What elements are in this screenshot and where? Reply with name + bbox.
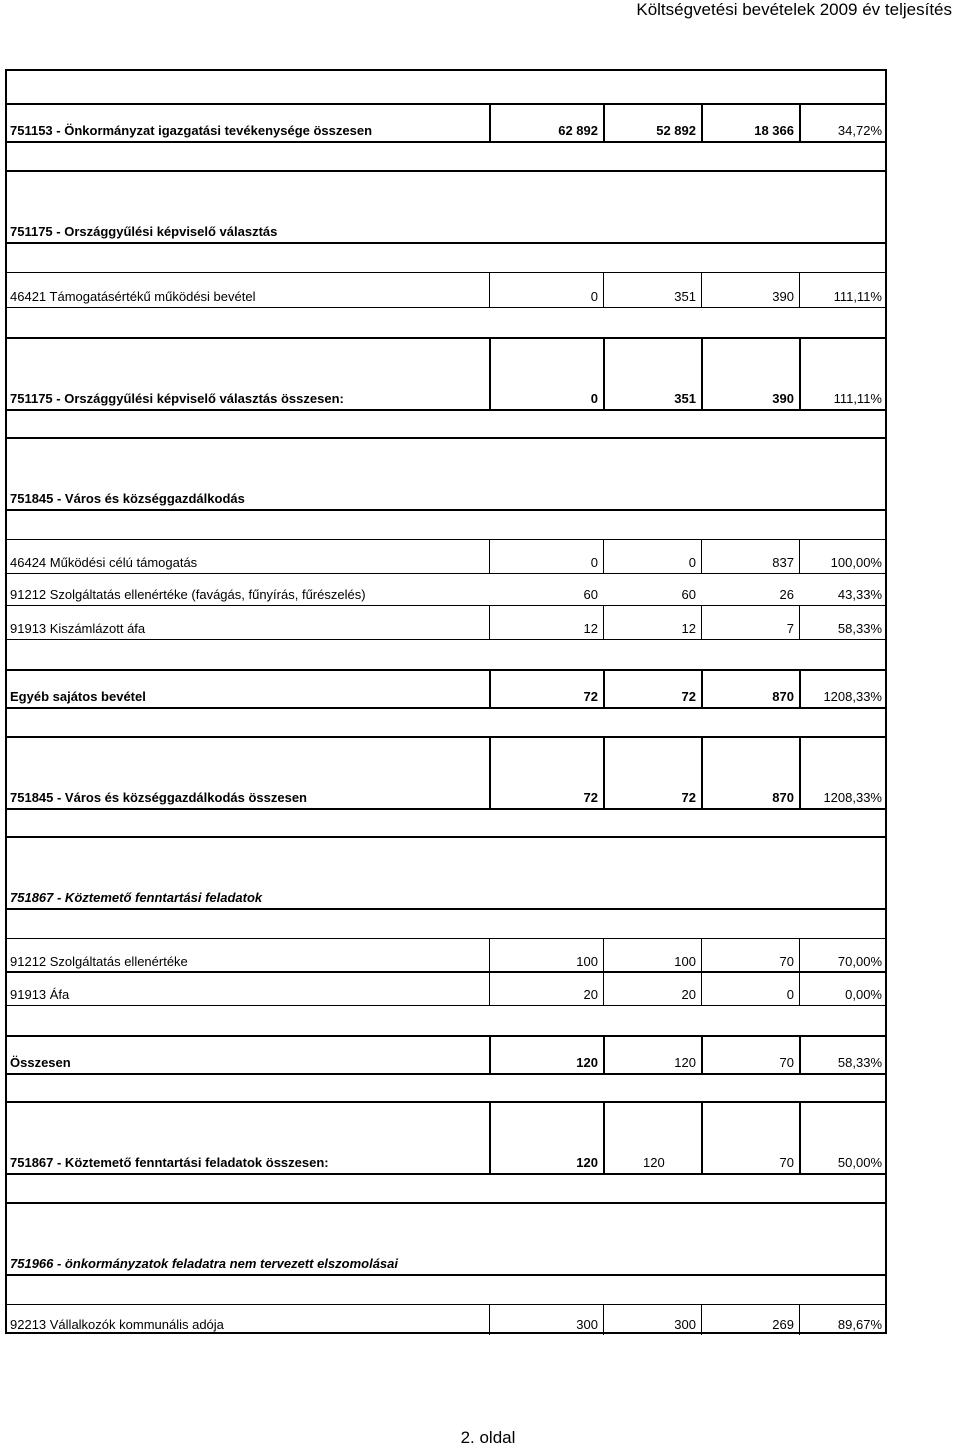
row-value-1: 20 xyxy=(489,972,603,1005)
row-label: 91913 Áfa xyxy=(10,987,70,1002)
row-value-2: 52 892 xyxy=(603,105,701,141)
row-label: 91913 Kiszámlázott áfa xyxy=(10,621,146,636)
table-row xyxy=(7,669,885,709)
row-label: 751845 - Város és községgazdálkodás xyxy=(10,491,245,506)
row-value-2: 120 xyxy=(603,1037,701,1073)
row-label: 751175 - Országgyűlési képviselő választás xyxy=(10,224,278,239)
table-row-section xyxy=(7,437,885,511)
row-value-1: 0 xyxy=(489,339,603,409)
row-value-3: 390 xyxy=(701,273,799,307)
row-value-2: 100 xyxy=(603,939,701,972)
row-value-1: 100 xyxy=(489,939,603,972)
row-value-3: 70 xyxy=(701,1037,799,1073)
row-value-2: 72 xyxy=(603,671,701,707)
table-row xyxy=(7,1035,885,1075)
row-percent: 100,00% xyxy=(799,540,885,573)
table-row xyxy=(7,103,885,143)
table-row xyxy=(7,272,885,308)
row-value-2: 20 xyxy=(603,972,701,1005)
row-value-3: 390 xyxy=(701,339,799,409)
row-value-1: 120 xyxy=(489,1103,603,1173)
row-value-3: 837 xyxy=(701,540,799,573)
table-row xyxy=(7,605,885,640)
row-percent: 89,67% xyxy=(799,1305,885,1335)
table-row xyxy=(7,736,885,810)
row-label: 46424 Működési célú támogatás xyxy=(10,555,198,570)
row-label: 91212 Szolgáltatás ellenértéke (favágás, fűnyírás, fűrészelés) xyxy=(10,587,366,602)
row-value-1: 0 xyxy=(489,540,603,573)
row-label: 751867 - Köztemető fenntartási feladatok xyxy=(10,890,263,905)
row-percent: 111,11% xyxy=(799,273,885,307)
row-value-3: 0 xyxy=(701,972,799,1005)
row-value-3: 7 xyxy=(701,606,799,639)
row-value-3: 870 xyxy=(701,738,799,808)
row-percent: 43,33% xyxy=(837,587,882,602)
row-percent: 58,33% xyxy=(799,606,885,639)
row-value-1: 60 xyxy=(583,587,598,602)
row-label: 751153 - Önkormányzat igazgatási tevékenysége összesen xyxy=(10,123,373,138)
table-row xyxy=(7,572,885,605)
row-value-1: 72 xyxy=(489,738,603,808)
row-percent: 34,72% xyxy=(799,105,885,141)
row-percent: 111,11% xyxy=(799,339,885,409)
table-row xyxy=(7,1101,885,1175)
row-label: 751867 - Köztemető fenntartási feladatok összesen: xyxy=(10,1155,329,1170)
row-value-3: 269 xyxy=(701,1305,799,1335)
row-percent: 58,33% xyxy=(799,1037,885,1073)
row-percent: 50,00% xyxy=(799,1103,885,1173)
page-header-title: Költségvetési bevételek 2009 év teljesítés xyxy=(636,0,952,19)
row-value-3: 70 xyxy=(701,1103,799,1173)
row-percent: 0,00% xyxy=(799,972,885,1005)
row-value-1: 72 xyxy=(489,671,603,707)
row-label: 46421 Támogatásértékű működési bevétel xyxy=(10,289,256,304)
row-value-1: 300 xyxy=(489,1305,603,1335)
row-value-2: 300 xyxy=(603,1305,701,1335)
table-row xyxy=(7,1304,885,1335)
row-label: 751845 - Város és községgazdálkodás összesen xyxy=(10,790,307,805)
table-row xyxy=(7,938,885,973)
row-label: 751966 - önkormányzatok feladatra nem tervezett elszomolásai xyxy=(10,1256,398,1271)
row-value-1: 120 xyxy=(489,1037,603,1073)
row-value-3: 70 xyxy=(701,939,799,972)
table-row-section xyxy=(7,836,885,910)
row-value-2: 120 xyxy=(603,1103,701,1173)
row-label: 91212 Szolgáltatás ellenértéke xyxy=(10,954,188,969)
row-value-3: 26 xyxy=(779,587,794,602)
row-value-2: 351 xyxy=(603,273,701,307)
revenue-table xyxy=(5,69,887,1334)
row-value-2: 60 xyxy=(681,587,696,602)
row-value-3: 18 366 xyxy=(701,105,799,141)
table-row-section xyxy=(7,1202,885,1276)
row-label: 92213 Vállalkozók kommunális adója xyxy=(10,1317,224,1332)
row-label: Összesen xyxy=(10,1055,71,1070)
row-value-3: 870 xyxy=(701,671,799,707)
row-value-2: 0 xyxy=(603,540,701,573)
row-label: 751175 - Országgyűlési képviselő választás összesen: xyxy=(10,391,344,406)
row-value-2: 72 xyxy=(603,738,701,808)
row-label: Egyéb sajátos bevétel xyxy=(10,689,146,704)
row-percent: 1208,33% xyxy=(799,671,885,707)
row-percent: 1208,33% xyxy=(799,738,885,808)
row-value-1: 12 xyxy=(489,606,603,639)
table-row xyxy=(7,337,885,411)
row-percent: 70,00% xyxy=(799,939,885,972)
row-value-2: 351 xyxy=(603,339,701,409)
table-row xyxy=(7,971,885,1006)
table-row-section xyxy=(7,170,885,244)
page-number: 2. oldal xyxy=(460,1428,516,1447)
row-value-1: 62 892 xyxy=(489,105,603,141)
row-value-2: 12 xyxy=(603,606,701,639)
row-value-1: 0 xyxy=(489,273,603,307)
table-row xyxy=(7,539,885,574)
